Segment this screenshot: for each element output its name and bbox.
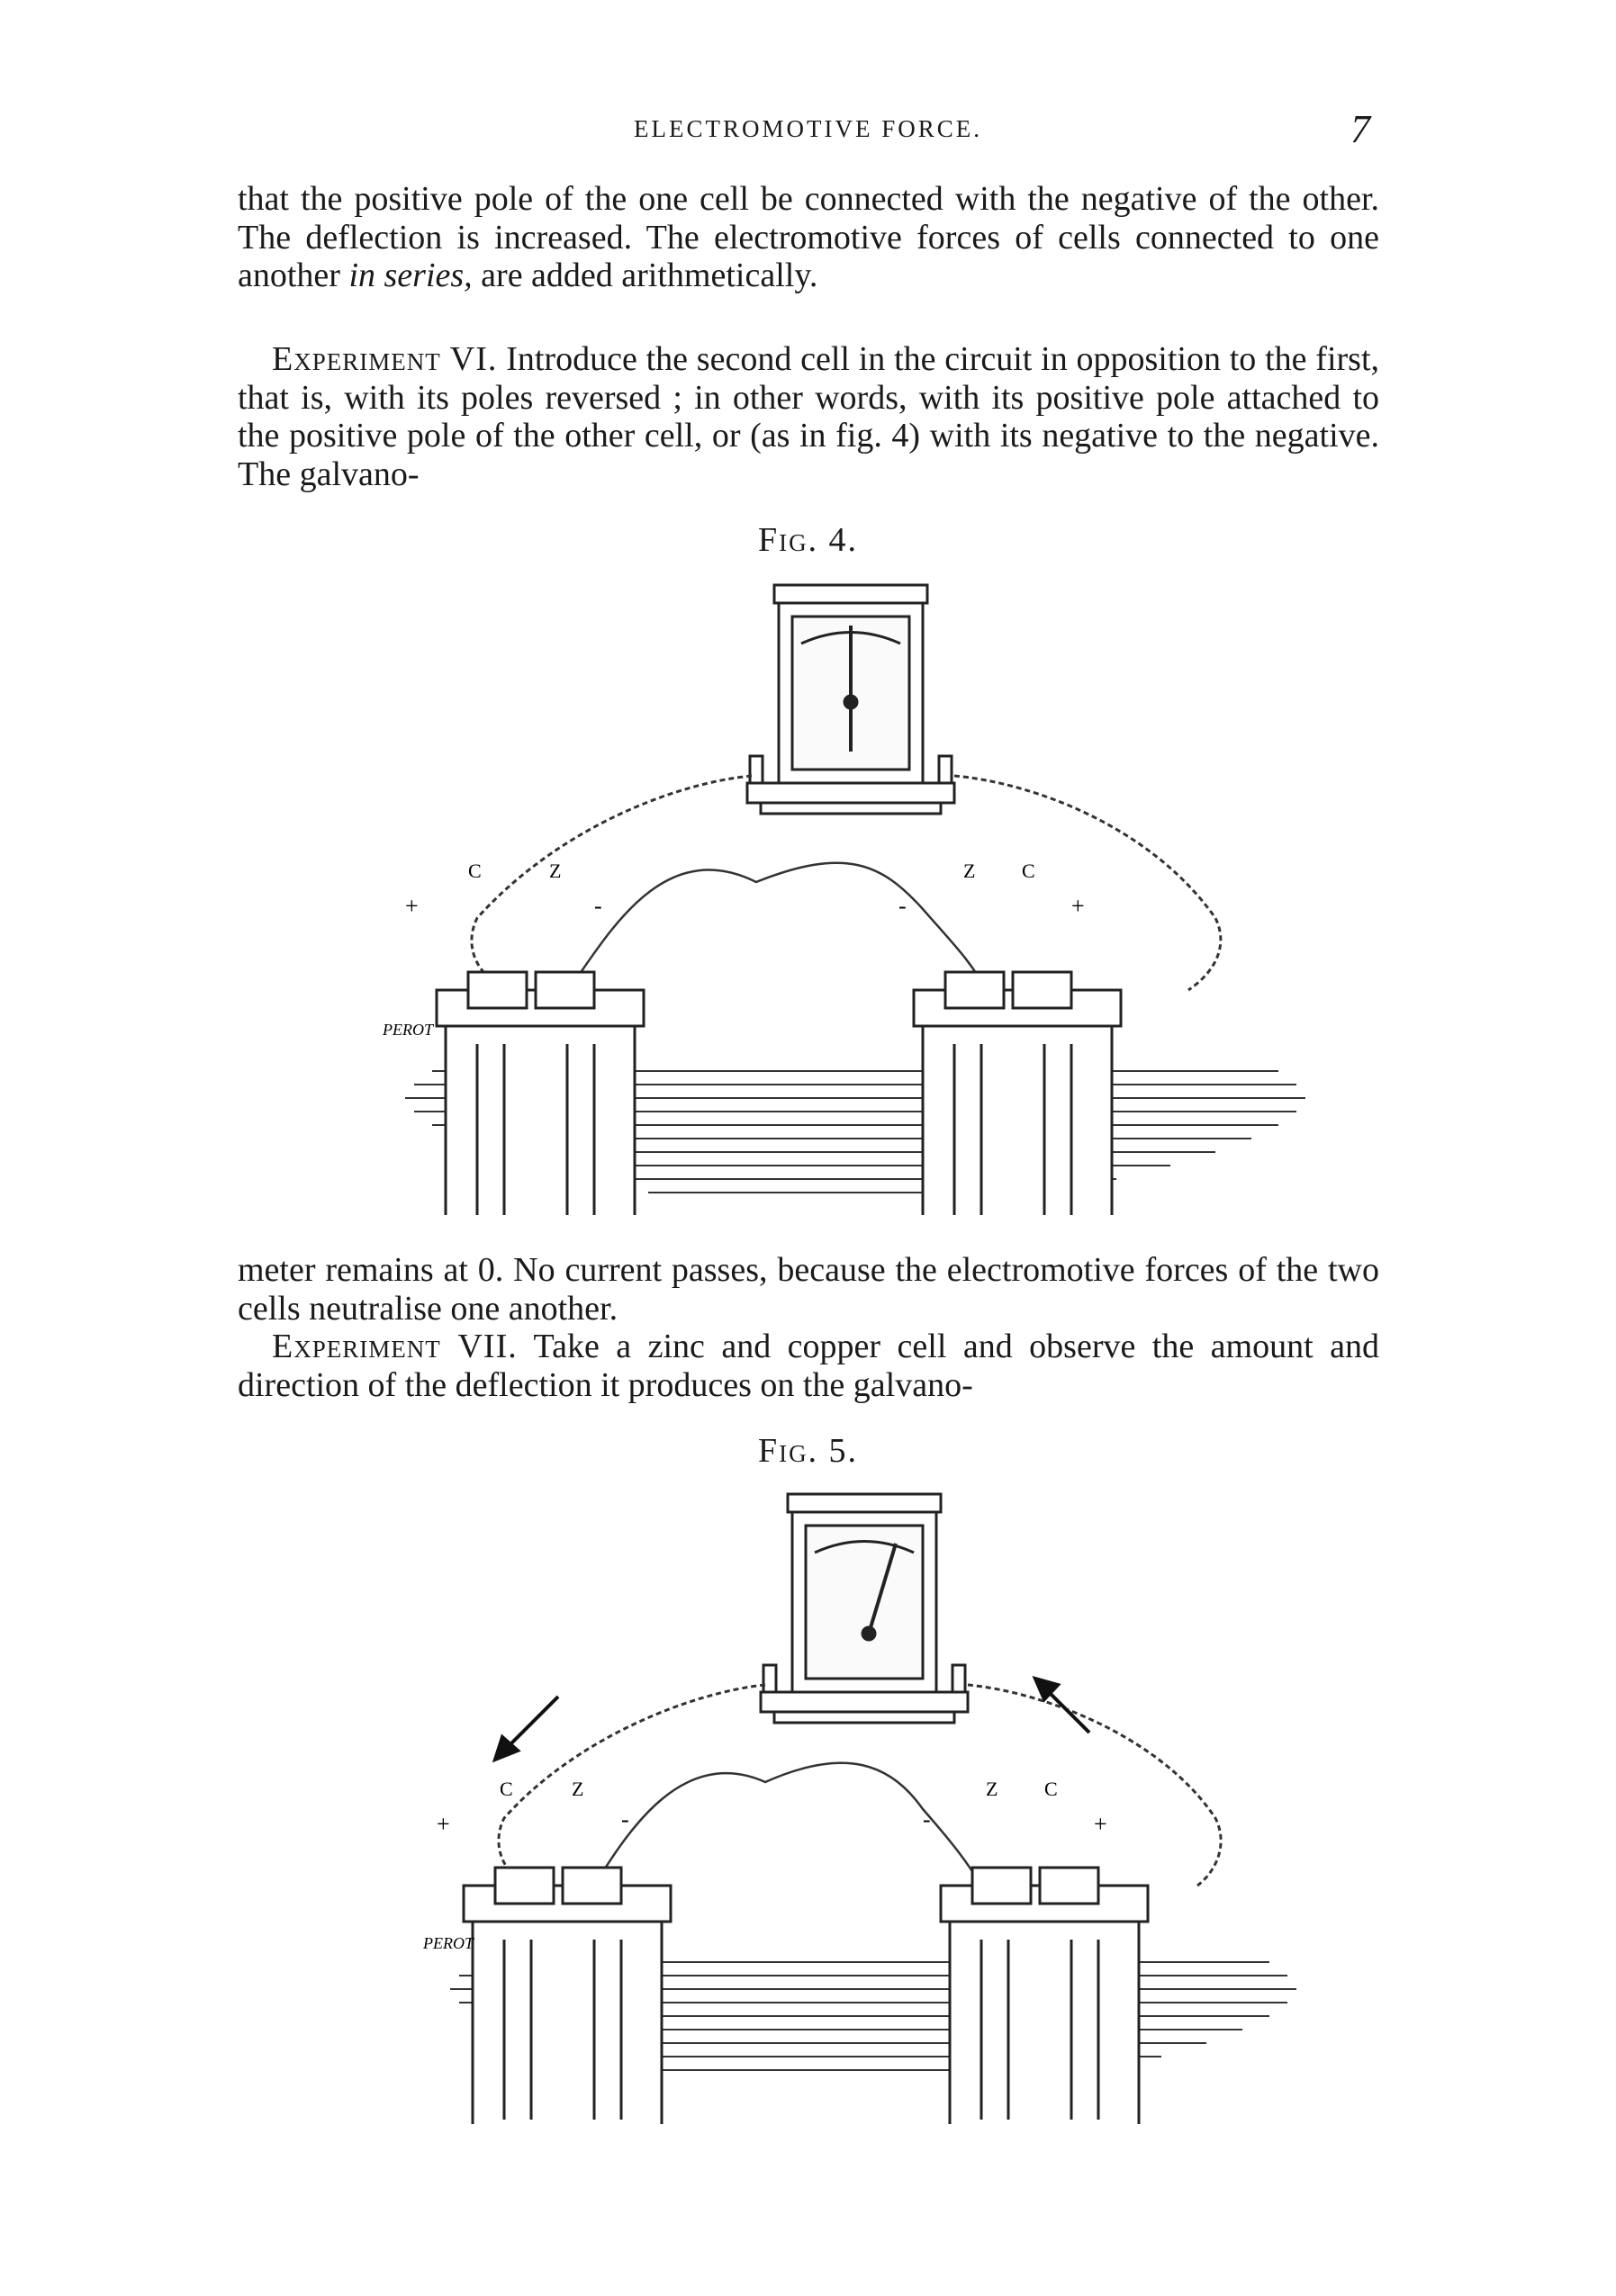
figure-4-caption: Fig. 4.: [757, 521, 859, 559]
fig5-right-plus: +: [1094, 1811, 1107, 1837]
right-cell: [914, 972, 1121, 1215]
experiment-6-text: Introduce the second cell in the circuit in opposition to the first, that is, with its poles reversed ; in other words, with its positive pole attached to the positive pole of the other cell, or (as in fig. 4) with its negative to the negative. The galvano-: [238, 340, 1379, 493]
fig4-right-z: Z: [963, 860, 976, 882]
paragraph-1-tail: are added arithmetically.: [472, 257, 818, 294]
page-number: 7: [1350, 107, 1370, 151]
current-arrow-left: [495, 1697, 558, 1760]
running-head: ELECTROMOTIVE FORCE.: [634, 115, 982, 142]
fig5-right-z: Z: [986, 1778, 998, 1800]
right-cell: [941, 1868, 1148, 2124]
fig5-right-minus: -: [923, 1806, 931, 1832]
outer-wire-right: [954, 776, 1221, 990]
fig4-left-c: C: [468, 860, 482, 882]
fig5-right-c: C: [1044, 1778, 1058, 1800]
fig5-left-z: Z: [572, 1778, 584, 1800]
fig4-left-z: Z: [549, 860, 562, 882]
fig5-left-plus: +: [437, 1811, 450, 1837]
figure-4: [378, 567, 1332, 1215]
fig5-left-c: C: [500, 1778, 513, 1800]
paragraph-experiment-7: [238, 1328, 1379, 1404]
fig4-right-plus: +: [1071, 893, 1085, 919]
fig4-signature: PEROT: [383, 1021, 433, 1039]
fig4-left-plus: +: [405, 893, 419, 919]
experiment-6-label: Experiment VI.: [272, 340, 498, 378]
paragraph-3: meter remains at 0. No current passes, because the electromotive forces of the two cells neutralise one another.: [238, 1251, 1379, 1328]
outer-wire-left: [472, 776, 752, 981]
galvanometer: [761, 1494, 968, 1723]
fig4-right-minus: -: [898, 893, 907, 919]
fig4-right-c: C: [1022, 860, 1035, 882]
paragraph-1-emphasis: in series,: [348, 257, 473, 294]
middle-wire: [572, 863, 986, 990]
paragraph-experiment-6: [238, 340, 1379, 493]
paragraph-1: [238, 180, 1379, 295]
fig5-signature: PEROT: [423, 1934, 474, 1952]
experiment-7-text: Take a zinc and copper cell and observe the amount and direction of the deflection it produces on the galvano-: [238, 1328, 1379, 1404]
fig4-left-minus: -: [594, 893, 602, 919]
left-cell: [437, 972, 644, 1215]
galvanometer: [747, 585, 954, 814]
left-cell: [464, 1868, 671, 2124]
outer-wire-right: [968, 1685, 1221, 1886]
figure-5-caption: Fig. 5.: [757, 1432, 859, 1470]
fig5-left-minus: -: [621, 1806, 629, 1832]
figure-5: [423, 1476, 1323, 2124]
experiment-7-label: Experiment VII.: [272, 1328, 518, 1365]
paragraph-1-text: that the positive pole of the one cell be connected with the negative of the other. The deflection is increased. The electromotive forces of cells connected to one another: [238, 180, 1379, 294]
current-arrow-right: [1035, 1679, 1089, 1733]
